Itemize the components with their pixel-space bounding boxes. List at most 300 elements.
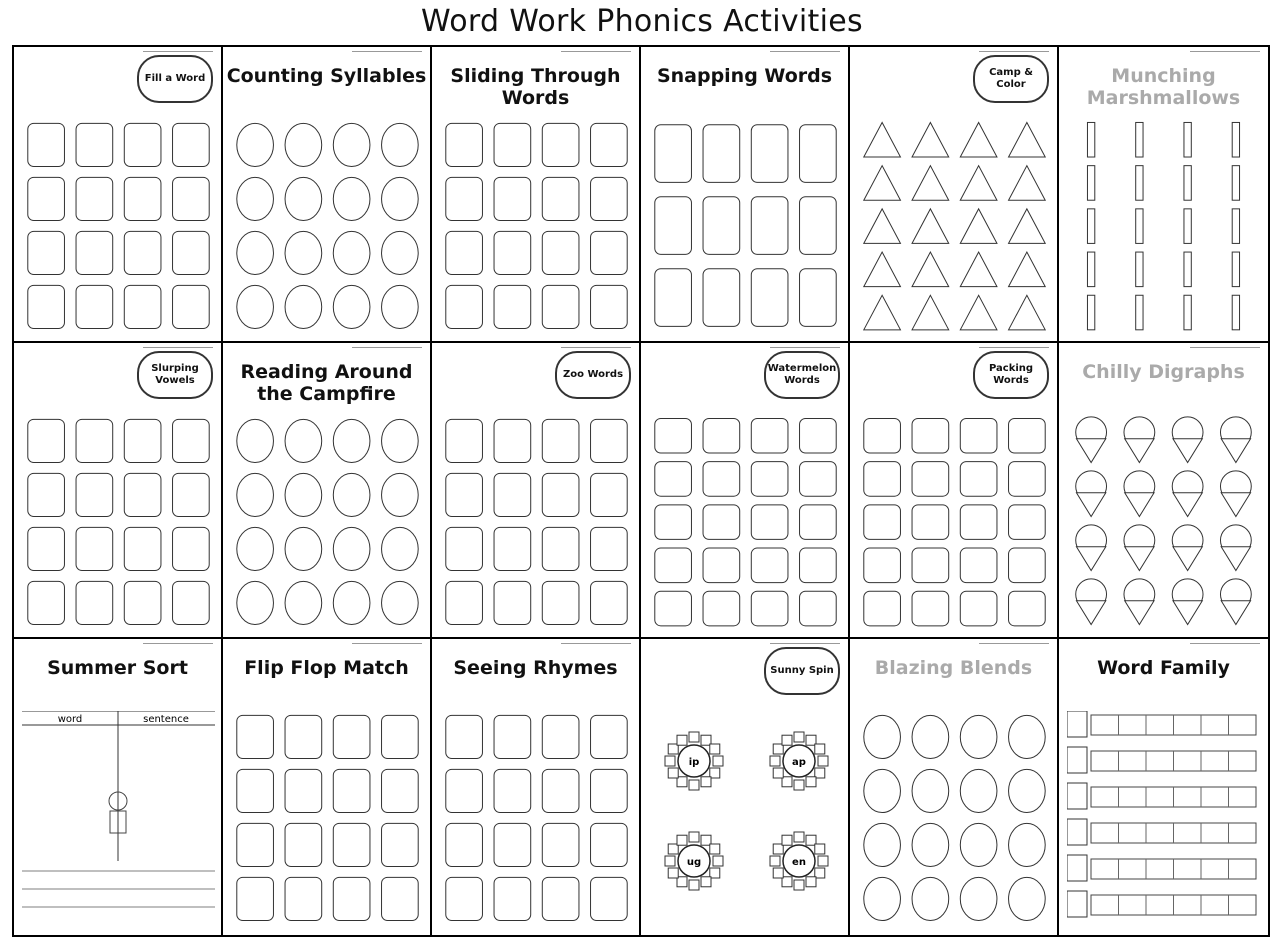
worksheet-title: Sliding Through Words bbox=[450, 65, 621, 109]
worksheet-title: Word Family bbox=[1097, 657, 1230, 679]
worksheet-icon bbox=[333, 177, 370, 220]
worksheet-icon bbox=[333, 823, 370, 866]
worksheet-icon bbox=[285, 581, 322, 624]
sun-ray bbox=[770, 756, 780, 766]
worksheet-icon bbox=[28, 231, 65, 274]
worksheet-icon bbox=[237, 177, 274, 220]
worksheet-icon bbox=[382, 769, 419, 812]
worksheet-1 bbox=[14, 47, 223, 343]
worksheet-15 bbox=[432, 639, 641, 935]
sun-ray bbox=[794, 832, 804, 842]
tent-icon bbox=[864, 122, 901, 157]
name-line bbox=[352, 347, 422, 348]
cone-icon bbox=[1173, 601, 1202, 625]
jar-icon bbox=[1067, 747, 1087, 773]
sun-ray bbox=[689, 832, 699, 842]
worksheet-icon bbox=[864, 715, 901, 758]
sun-ray bbox=[713, 756, 723, 766]
worksheet-icon bbox=[751, 591, 788, 626]
worksheet-icon bbox=[542, 177, 579, 220]
worksheet-icon bbox=[542, 823, 579, 866]
worksheet-icon bbox=[76, 285, 113, 328]
worksheet-title: Munching Marshmallows bbox=[1086, 65, 1241, 109]
sun-ray bbox=[713, 856, 723, 866]
sun-ray bbox=[710, 844, 720, 854]
worksheet-5 bbox=[850, 47, 1059, 343]
sun-word: ap bbox=[792, 757, 806, 768]
worksheet-icon bbox=[591, 231, 628, 274]
worksheet-icon bbox=[124, 473, 161, 516]
worksheet-icon bbox=[382, 877, 419, 920]
jar-icon bbox=[1067, 819, 1087, 845]
tent-icon bbox=[1009, 252, 1046, 287]
jar-icon bbox=[1067, 783, 1087, 809]
sun-ray bbox=[782, 735, 792, 745]
tent-icon bbox=[960, 209, 997, 244]
worksheet-6 bbox=[1059, 47, 1268, 343]
worksheet-icon bbox=[703, 591, 740, 626]
worksheet-illustration bbox=[231, 415, 424, 631]
worksheet-icon bbox=[960, 823, 997, 866]
stick-icon bbox=[1232, 295, 1239, 330]
cone-icon bbox=[1125, 547, 1154, 571]
name-line bbox=[979, 51, 1049, 52]
name-line bbox=[770, 347, 840, 348]
worksheet-icon bbox=[912, 591, 949, 626]
worksheet-icon bbox=[285, 473, 322, 516]
sun-word: ug bbox=[686, 857, 702, 868]
worksheet-icon bbox=[864, 769, 901, 812]
worksheet-icon bbox=[382, 123, 419, 166]
worksheet-illustration bbox=[440, 711, 633, 927]
tent-icon bbox=[864, 252, 901, 287]
worksheet-icon bbox=[591, 527, 628, 570]
worksheet-16 bbox=[641, 639, 850, 935]
worksheet-icon bbox=[960, 418, 997, 453]
worksheet-icon bbox=[333, 715, 370, 758]
stick-icon bbox=[1136, 122, 1143, 157]
worksheet-icon bbox=[124, 123, 161, 166]
tent-icon bbox=[864, 295, 901, 330]
worksheet-title: Zoo Words bbox=[562, 369, 624, 380]
worksheet-icon bbox=[864, 418, 901, 453]
worksheet-icon bbox=[446, 823, 483, 866]
worksheet-14 bbox=[223, 639, 432, 935]
worksheet-12 bbox=[1059, 343, 1268, 639]
sun-ray bbox=[677, 735, 687, 745]
worksheet-icon bbox=[76, 473, 113, 516]
sun-ray bbox=[818, 856, 828, 866]
worksheet-icon bbox=[237, 581, 274, 624]
worksheet-icon bbox=[173, 123, 210, 166]
worksheet-icon bbox=[446, 877, 483, 920]
stick-icon bbox=[1232, 166, 1239, 201]
page-title: Word Work Phonics Activities bbox=[421, 4, 863, 39]
worksheet-icon bbox=[703, 548, 740, 583]
worksheet-icon bbox=[1009, 462, 1046, 497]
worksheet-icon bbox=[333, 581, 370, 624]
worksheet-illustration bbox=[1067, 711, 1260, 927]
worksheet-icon bbox=[800, 462, 837, 497]
worksheet-icon bbox=[703, 197, 740, 255]
sun-ray bbox=[773, 768, 783, 778]
worksheet-icon bbox=[960, 769, 997, 812]
worksheet-icon bbox=[800, 197, 837, 255]
worksheet-icon bbox=[751, 125, 788, 183]
cone-icon bbox=[1221, 493, 1250, 517]
worksheet-icon bbox=[76, 581, 113, 624]
worksheet-icon bbox=[1009, 769, 1046, 812]
stick-icon bbox=[1136, 166, 1143, 201]
worksheet-title-badge bbox=[973, 351, 1049, 399]
name-line bbox=[1190, 51, 1260, 52]
worksheet-icon bbox=[655, 125, 692, 183]
worksheet-icon bbox=[28, 123, 65, 166]
worksheet-icon bbox=[173, 419, 210, 462]
worksheet-icon bbox=[542, 715, 579, 758]
worksheet-icon bbox=[591, 877, 628, 920]
worksheet-icon bbox=[800, 125, 837, 183]
worksheet-illustration bbox=[649, 415, 842, 631]
worksheet-icon bbox=[173, 527, 210, 570]
worksheet-illustration bbox=[231, 711, 424, 927]
cone-icon bbox=[1221, 601, 1250, 625]
worksheet-icon bbox=[864, 462, 901, 497]
worksheet-icon bbox=[76, 231, 113, 274]
worksheet-11 bbox=[850, 343, 1059, 639]
sun-ray bbox=[818, 756, 828, 766]
tent-icon bbox=[960, 166, 997, 201]
worksheet-grid bbox=[12, 45, 1270, 937]
worksheet-illustration bbox=[858, 711, 1051, 927]
stick-icon bbox=[1087, 295, 1094, 330]
worksheet-icon bbox=[76, 123, 113, 166]
worksheet-title: Chilly Digraphs bbox=[1082, 361, 1245, 383]
sun-ray bbox=[665, 756, 675, 766]
stick-icon bbox=[1184, 122, 1191, 157]
stick-icon bbox=[1136, 209, 1143, 244]
worksheet-icon bbox=[76, 419, 113, 462]
jar-icon bbox=[1067, 855, 1087, 881]
worksheet-icon bbox=[446, 473, 483, 516]
worksheet-icon bbox=[655, 269, 692, 327]
worksheet-icon bbox=[1009, 505, 1046, 540]
worksheet-icon bbox=[382, 473, 419, 516]
worksheet-13 bbox=[14, 639, 223, 935]
worksheet-icon bbox=[912, 548, 949, 583]
tent-icon bbox=[1009, 209, 1046, 244]
sun-ray bbox=[689, 880, 699, 890]
worksheet-icon bbox=[494, 123, 531, 166]
worksheet-icon bbox=[382, 715, 419, 758]
worksheet-illustration bbox=[440, 415, 633, 631]
worksheet-icon bbox=[446, 231, 483, 274]
worksheet-illustration bbox=[858, 119, 1051, 335]
tent-icon bbox=[864, 209, 901, 244]
worksheet-icon bbox=[494, 823, 531, 866]
worksheet-icon bbox=[655, 548, 692, 583]
cone-icon bbox=[1221, 439, 1250, 463]
worksheet-icon bbox=[446, 123, 483, 166]
worksheet-3 bbox=[432, 47, 641, 343]
sun-ray bbox=[710, 744, 720, 754]
sun-ray bbox=[794, 780, 804, 790]
worksheet-icon bbox=[864, 823, 901, 866]
worksheet-icon bbox=[542, 769, 579, 812]
worksheet-icon bbox=[333, 527, 370, 570]
name-line bbox=[143, 347, 213, 348]
tent-icon bbox=[912, 295, 949, 330]
worksheet-title: Blazing Blends bbox=[874, 657, 1033, 679]
worksheet-icon bbox=[285, 769, 322, 812]
worksheet-icon bbox=[446, 285, 483, 328]
worksheet-icon bbox=[912, 877, 949, 920]
stick-icon bbox=[1087, 252, 1094, 287]
worksheet-illustration bbox=[1067, 119, 1260, 335]
worksheet-icon bbox=[173, 231, 210, 274]
cone-icon bbox=[1173, 439, 1202, 463]
worksheet-illustration bbox=[22, 119, 215, 335]
worksheet-icon bbox=[173, 473, 210, 516]
cone-icon bbox=[1125, 439, 1154, 463]
sun-ray bbox=[815, 744, 825, 754]
worksheet-icon bbox=[591, 715, 628, 758]
worksheet-icon bbox=[912, 823, 949, 866]
worksheet-icon bbox=[285, 419, 322, 462]
tent-icon bbox=[912, 166, 949, 201]
worksheet-icon bbox=[76, 177, 113, 220]
worksheet-icon bbox=[591, 581, 628, 624]
cone-icon bbox=[1173, 547, 1202, 571]
worksheet-icon bbox=[591, 419, 628, 462]
tent-icon bbox=[912, 122, 949, 157]
worksheet-icon bbox=[124, 177, 161, 220]
worksheet-icon bbox=[542, 581, 579, 624]
stick-icon bbox=[1232, 252, 1239, 287]
worksheet-icon bbox=[285, 123, 322, 166]
sun-ray bbox=[794, 880, 804, 890]
worksheet-9 bbox=[432, 343, 641, 639]
worksheet-icon bbox=[237, 231, 274, 274]
name-line bbox=[143, 51, 213, 52]
worksheet-icon bbox=[800, 548, 837, 583]
worksheet-icon bbox=[124, 231, 161, 274]
worksheet-icon bbox=[591, 769, 628, 812]
worksheet-4 bbox=[641, 47, 850, 343]
worksheet-icon bbox=[751, 548, 788, 583]
worksheet-icon bbox=[173, 581, 210, 624]
name-line bbox=[561, 347, 631, 348]
worksheet-title-badge bbox=[764, 647, 840, 695]
worksheet-icon bbox=[285, 527, 322, 570]
worksheet-title-badge bbox=[137, 55, 213, 103]
worksheet-icon bbox=[494, 285, 531, 328]
worksheet-icon bbox=[382, 581, 419, 624]
worksheet-title: Watermelon Words bbox=[767, 363, 837, 386]
worksheet-icon bbox=[703, 418, 740, 453]
worksheet-icon bbox=[285, 285, 322, 328]
stick-icon bbox=[1087, 122, 1094, 157]
worksheet-icon bbox=[28, 527, 65, 570]
name-line bbox=[1190, 347, 1260, 348]
worksheet-icon bbox=[382, 419, 419, 462]
worksheet-icon bbox=[655, 591, 692, 626]
worksheet-icon bbox=[960, 715, 997, 758]
worksheet-icon bbox=[237, 769, 274, 812]
worksheet-icon bbox=[1009, 548, 1046, 583]
worksheet-icon bbox=[542, 473, 579, 516]
sun-ray bbox=[689, 732, 699, 742]
worksheet-icon bbox=[285, 231, 322, 274]
worksheet-2 bbox=[223, 47, 432, 343]
worksheet-18 bbox=[1059, 639, 1268, 935]
worksheet-icon bbox=[864, 505, 901, 540]
sun-ray bbox=[815, 844, 825, 854]
sun-ray bbox=[782, 835, 792, 845]
worksheet-7 bbox=[14, 343, 223, 639]
tent-icon bbox=[864, 166, 901, 201]
sun-ray bbox=[806, 877, 816, 887]
worksheet-icon bbox=[703, 269, 740, 327]
worksheet-icon bbox=[542, 231, 579, 274]
cone-icon bbox=[1221, 547, 1250, 571]
sun-ray bbox=[806, 777, 816, 787]
worksheet-icon bbox=[960, 462, 997, 497]
worksheet-icon bbox=[960, 548, 997, 583]
worksheet-illustration bbox=[649, 119, 842, 335]
sun-ray bbox=[773, 868, 783, 878]
sun-ray bbox=[677, 835, 687, 845]
worksheet-icon bbox=[382, 527, 419, 570]
worksheet-icon bbox=[703, 505, 740, 540]
worksheet-illustration bbox=[22, 711, 215, 927]
worksheet-title-badge bbox=[973, 55, 1049, 103]
sun-word: en bbox=[792, 857, 806, 868]
worksheet-icon bbox=[800, 505, 837, 540]
worksheet-icon bbox=[333, 123, 370, 166]
cone-icon bbox=[1076, 493, 1105, 517]
worksheet-illustration bbox=[858, 415, 1051, 631]
worksheet-10 bbox=[641, 343, 850, 639]
worksheet-illustration bbox=[1067, 415, 1260, 631]
cone-icon bbox=[1125, 493, 1154, 517]
worksheet-icon bbox=[960, 505, 997, 540]
worksheet-icon bbox=[751, 269, 788, 327]
tent-icon bbox=[960, 295, 997, 330]
worksheet-17 bbox=[850, 639, 1059, 935]
worksheet-icon bbox=[285, 823, 322, 866]
name-line bbox=[352, 51, 422, 52]
stick-icon bbox=[1232, 209, 1239, 244]
worksheet-icon bbox=[591, 823, 628, 866]
worksheet-icon bbox=[124, 527, 161, 570]
stick-icon bbox=[1184, 252, 1191, 287]
stick-icon bbox=[1136, 295, 1143, 330]
cone-icon bbox=[1125, 601, 1154, 625]
worksheet-icon bbox=[237, 527, 274, 570]
sun-ray bbox=[689, 780, 699, 790]
worksheet-icon bbox=[237, 123, 274, 166]
worksheet-icon bbox=[542, 419, 579, 462]
worksheet-icon bbox=[446, 715, 483, 758]
stick-icon bbox=[1184, 166, 1191, 201]
worksheet-icon bbox=[655, 418, 692, 453]
worksheet-icon bbox=[494, 527, 531, 570]
worksheet-icon bbox=[494, 419, 531, 462]
worksheet-icon bbox=[237, 285, 274, 328]
worksheet-icon bbox=[800, 418, 837, 453]
worksheet-icon bbox=[655, 197, 692, 255]
worksheet-title: Fill a Word bbox=[144, 73, 206, 84]
worksheet-icon bbox=[382, 823, 419, 866]
worksheet-icon bbox=[703, 125, 740, 183]
tent-icon bbox=[960, 252, 997, 287]
worksheet-icon bbox=[960, 591, 997, 626]
worksheet-icon bbox=[285, 715, 322, 758]
sun-word: ip bbox=[688, 757, 700, 768]
name-line bbox=[770, 643, 840, 644]
worksheet-icon bbox=[655, 505, 692, 540]
worksheet-icon bbox=[494, 473, 531, 516]
worksheet-title-badge bbox=[137, 351, 213, 399]
tent-icon bbox=[1009, 166, 1046, 201]
worksheet-icon bbox=[494, 769, 531, 812]
sort-header-word: word bbox=[57, 714, 83, 725]
worksheet-icon bbox=[751, 197, 788, 255]
worksheet-icon bbox=[237, 419, 274, 462]
name-line bbox=[352, 643, 422, 644]
name-line bbox=[1190, 643, 1260, 644]
sun-ray bbox=[665, 856, 675, 866]
worksheet-icon bbox=[864, 877, 901, 920]
worksheet-title: Slurping Vowels bbox=[151, 363, 199, 386]
worksheet-icon bbox=[28, 177, 65, 220]
worksheet-title: Summer Sort bbox=[47, 657, 188, 679]
worksheet-icon bbox=[494, 715, 531, 758]
worksheet-illustration bbox=[231, 119, 424, 335]
worksheet-icon bbox=[28, 285, 65, 328]
worksheet-icon bbox=[591, 285, 628, 328]
worksheet-icon bbox=[1009, 418, 1046, 453]
worksheet-icon bbox=[494, 581, 531, 624]
worksheet-icon bbox=[124, 419, 161, 462]
worksheet-icon bbox=[912, 462, 949, 497]
sun-ray bbox=[668, 868, 678, 878]
worksheet-title: Sunny Spin bbox=[770, 665, 834, 676]
worksheet-icon bbox=[333, 473, 370, 516]
worksheet-icon bbox=[446, 769, 483, 812]
worksheet-icon bbox=[542, 527, 579, 570]
worksheet-icon bbox=[591, 123, 628, 166]
worksheet-icon bbox=[237, 877, 274, 920]
name-line bbox=[979, 347, 1049, 348]
worksheet-icon bbox=[285, 877, 322, 920]
name-line bbox=[561, 51, 631, 52]
worksheet-icon bbox=[912, 418, 949, 453]
worksheet-title: Seeing Rhymes bbox=[453, 657, 618, 679]
sun-ray bbox=[701, 877, 711, 887]
jar-icon bbox=[1067, 711, 1087, 737]
worksheet-title-badge bbox=[764, 351, 840, 399]
worksheet-icon bbox=[124, 285, 161, 328]
worksheet-icon bbox=[751, 418, 788, 453]
worksheet-icon bbox=[446, 177, 483, 220]
worksheet-title: Camp & Color bbox=[989, 67, 1033, 90]
worksheet-title: Packing Words bbox=[988, 363, 1034, 386]
worksheet-icon bbox=[542, 285, 579, 328]
tent-icon bbox=[960, 122, 997, 157]
worksheet-icon bbox=[173, 285, 210, 328]
